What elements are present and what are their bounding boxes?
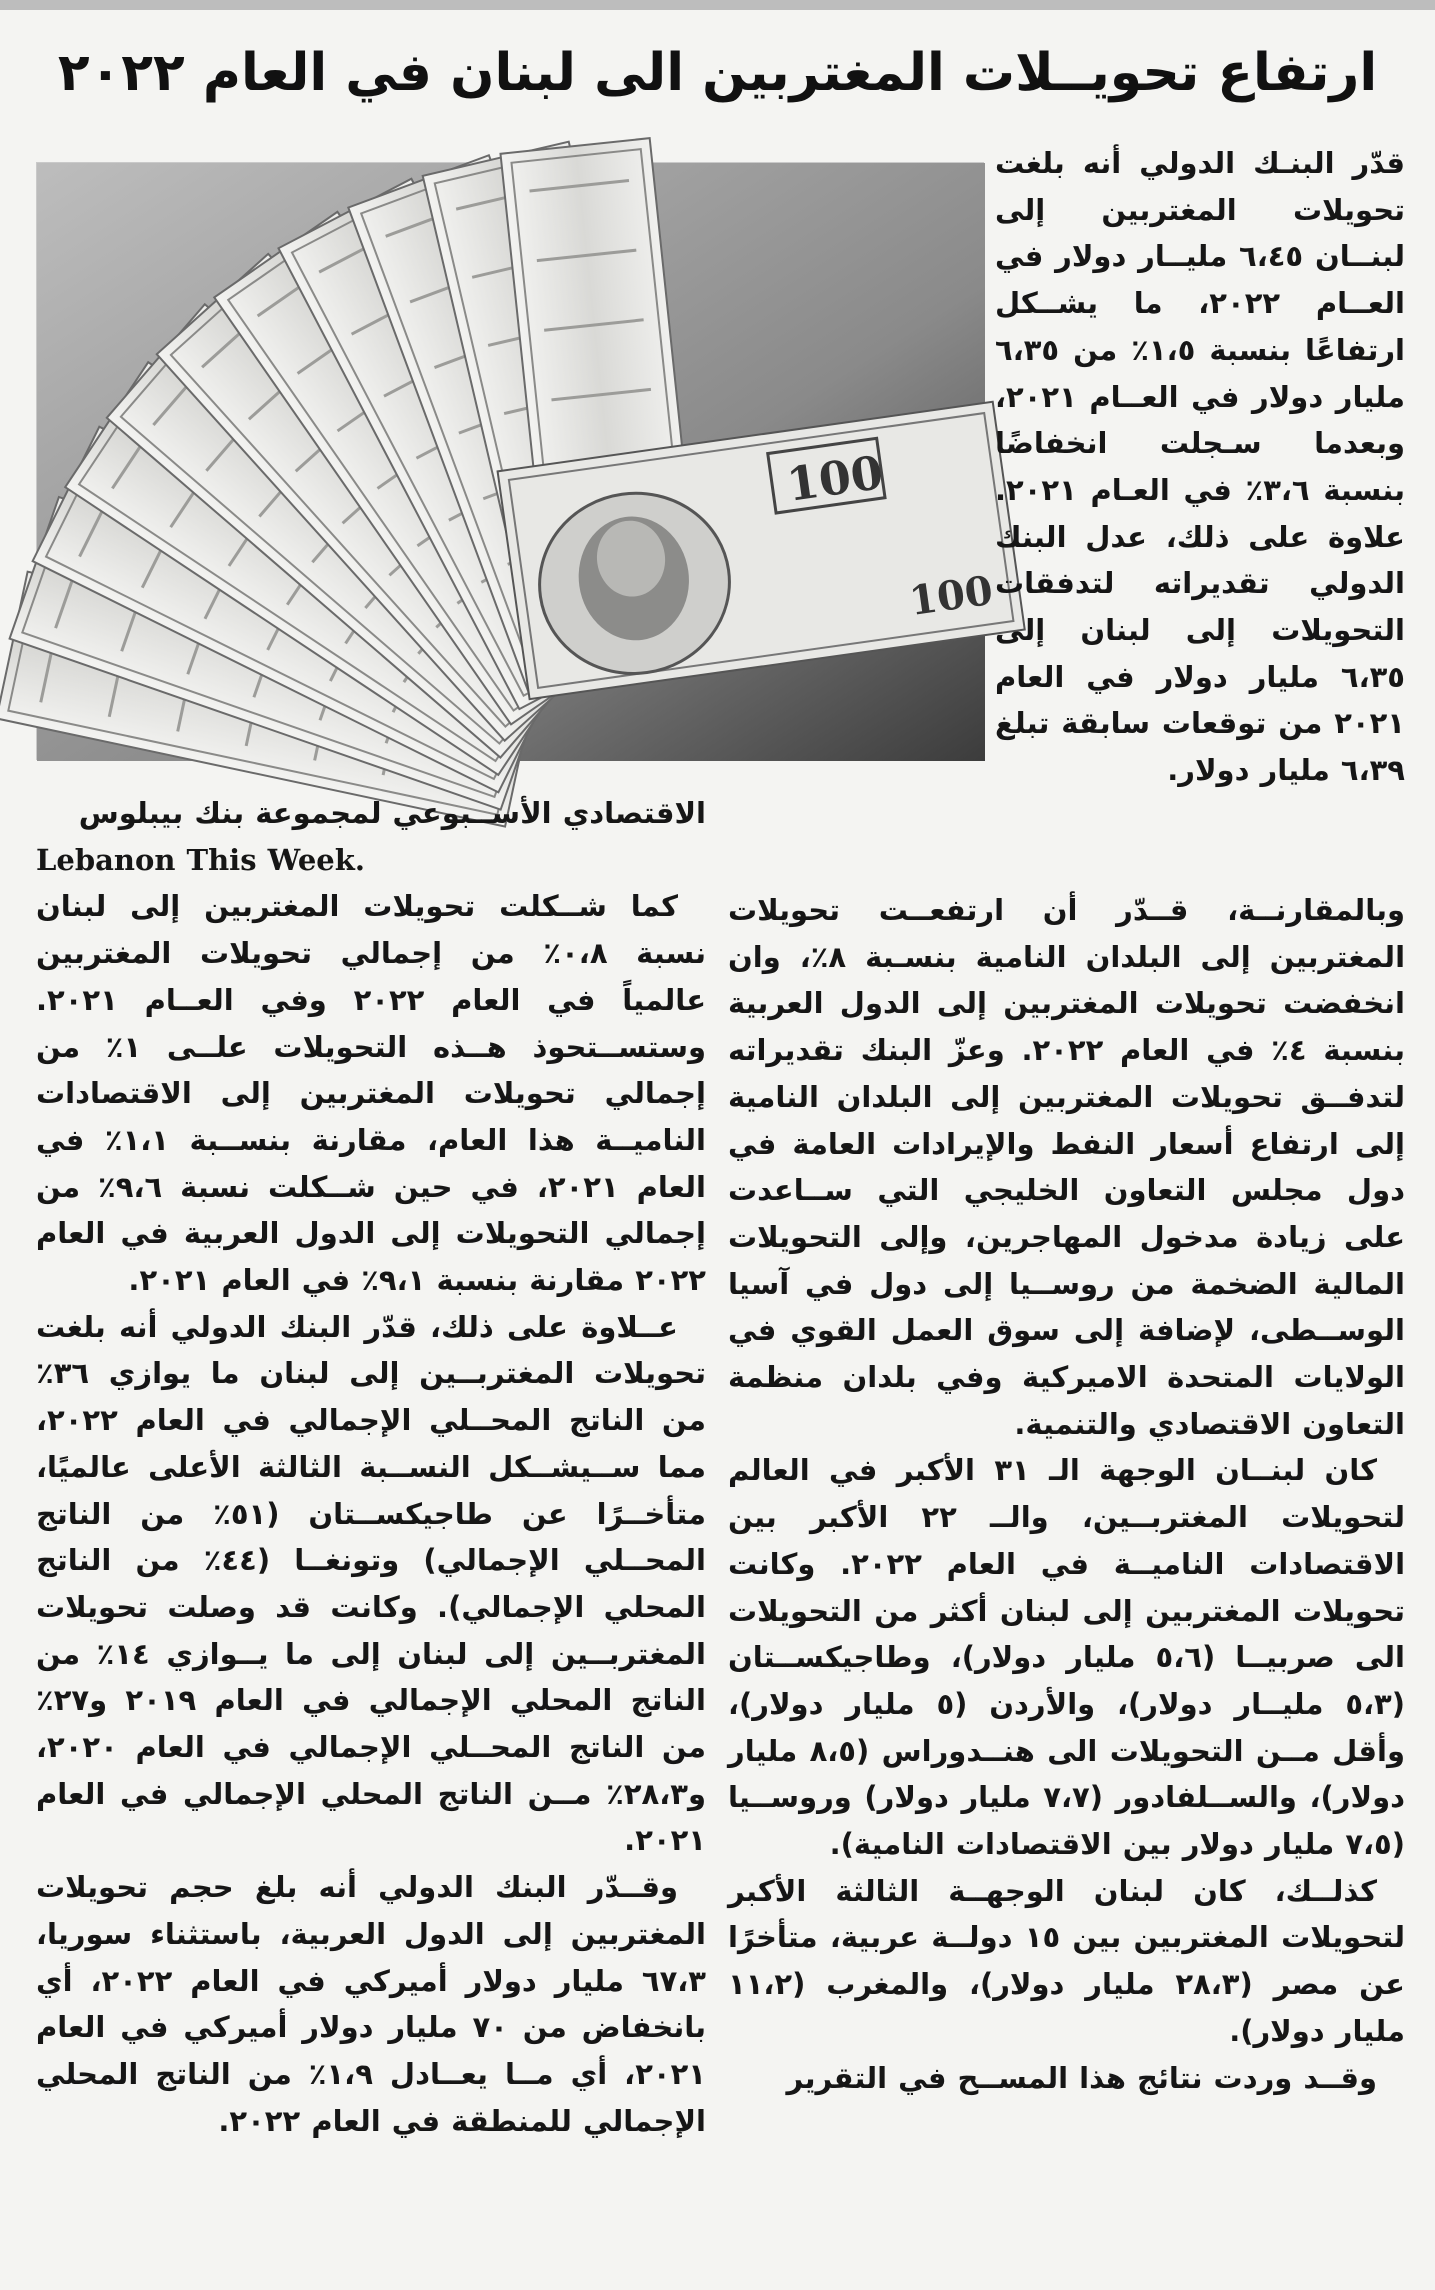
top-border-rule — [0, 0, 1435, 10]
dollar-bills-fan-image — [36, 162, 996, 760]
svg-text:100: 100 — [783, 445, 887, 512]
article-column-right-top — [995, 140, 1405, 794]
paragraph: عــلاوة على ذلك، قدّر البنك الدولي أنه بلغت تحويلات المغتربــين إلى لبنان ما يوازي ٣٦٪ من الناتج المحــلي الإجمالي في العام ٢٠٢٢، مما ســيشــكل النســبة الثالثة الأعلى عالميًا، متأخــرًا عن طاجيكســتان (٥١٪ من الناتج المحــلي الإجمالي) وتونغــا (٤٤٪ من الناتج المحلي الإجمالي). وكانت قد وصلت تحويلات المغتربــين إلى لبنان إلى ما يــوازي ١٤٪ من الناتج المحلي الإجمالي في العام ٢٠١٩ و٢٧٪ من الناتج المحــلي الإجمالي في العام ٢٠٢٠، و٢٨،٣٪ مــن الناتج المحلي الإجمالي في العام ٢٠٢١. — [36, 1309, 707, 1858]
svg-text:100: 100 — [906, 566, 996, 626]
paragraph: كان لبنــان الوجهة الـ ٣١ الأكبر في العالم لتحويلات المغتربــين، والــ ٢٢ الأكبر بين الاقتصادات الناميــة في العام ٢٠٢٢. وكانت تحويلات المغتربين إلى لبنان أكثر من التحويلات الى صربيــا (٥،٦ مليار دولار)، وطاجيكســتان (٥،٣ مليــار دولار)، والأردن (٥ مليار دولار)، وأقل مــن التحويلات الى هنــدوراس (٨،٥ مليار دولار)، والســلفادور (٧،٧ مليار دولار) وروســيا (٧،٥ مليار دولار بين الاقتصادات النامية). — [728, 1453, 1406, 1862]
money-fan-illustration — [37, 163, 996, 761]
article-column-right-bottom — [728, 887, 1405, 2101]
article-column-left — [36, 790, 706, 2144]
paragraph: كذلــك، كان لبنان الوجهــة الثالثة الأكبر لتحويلات المغتربين بين ١٥ دولــة عربية، متأخرًا عن مصر (٢٨،٣ مليار دولار)، والمغرب (١١،٢ مليار دولار). — [728, 1873, 1405, 2048]
article-headline: ارتفاع تحويــلات المغتربين الى لبنان في العام ٢٠٢٢ — [57, 43, 1378, 103]
paragraph: كما شــكلت تحويلات المغتربين إلى لبنان نسبة ٠،٨٪ من إجمالي تحويلات المغتربين عالمياً في العام ٢٠٢٢ وفي العــام ٢٠٢١. وستســتحوذ هــذه التحويلات علــى ١٪ من إجمالي تحويلات المغتربين إلى الاقتصادات الناميــة هذا العام، مقارنة بنســبة ١،١٪ في العام ٢٠٢١، في حين شــكلت نسبة ٩،٦٪ من إجمالي التحويلات إلى الدول العربية في العام ٢٠٢٢ مقارنة بنسبة ٩،١٪ في العام ٢٠٢١. — [36, 889, 707, 1298]
paragraph: قدّر البنـك الدولي أنه بلغت تحويلات المغتربين إلى لبنــان ٦،٤٥ مليــار دولار في العــام ٢٠٢٢، ما يشــكل ارتفاعًا بنسبة ١،٥٪ من ٦،٣٥ مليار دولار في العــام ٢٠٢١، وبعدما سـجلت انخفاضًا بنسبة ٣،٦٪ في العـام ٢٠٢١. علاوة على ذلك، عدل البنك الدولي تقديراته لتدفقات التحويلات إلى لبنان إلى ٦،٣٥ مليار دولار في العام ٢٠٢١ من توقعات سابقة تبلغ ٦،٣٩ مليار دولار. — [995, 146, 1406, 788]
paragraph: وقــدّر البنك الدولي أنه بلغ حجم تحويلات المغتربين إلى الدول العربية، باستثناء سوريا، ٦٧،٣ مليار دولار أميركي في العام ٢٠٢٢، أي بانخفاض من ٧٠ مليار دولار أميركي في العام ٢٠٢١، أي مــا يعــادل ١،٩٪ من الناتج المحلي الإجمالي للمنطقة في العام ٢٠٢٢. — [36, 1870, 706, 2138]
paragraph: وبالمقارنــة، قــدّر أن ارتفعــت تحويلات المغتربين إلى البلدان النامية بنسـبة ٨٪، وان انخفضت تحويلات المغتربين إلى الدول العربية بنسبة ٤٪ في العام ٢٠٢٢. وعزّ البنك تقديراته لتدفــق تحويلات المغتربين إلى البلدان النامية إلى ارتفاع أسعار النفط والإيرادات العامة في دول مجلس التعاون الخليجي التي ســاعدت على زيادة مدخول المهاجرين، وإلى التحويلات المالية الضخمة من روســيا إلى دول في آسيا الوســطى، لإضافة إلى سوق العمل القوي في الولايات المتحدة الاميركية وفي بلدان منظمة التعاون الاقتصادي والتنمية. — [728, 893, 1406, 1441]
paragraph: وقــد وردت نتائج هذا المســح في التقرير — [786, 2060, 1377, 2095]
newsletter-name: Lebanon This Week. — [36, 842, 365, 877]
paragraph: الاقتصادي الأســبوعي لمجموعة بنك بيبلوس — [78, 796, 706, 830]
